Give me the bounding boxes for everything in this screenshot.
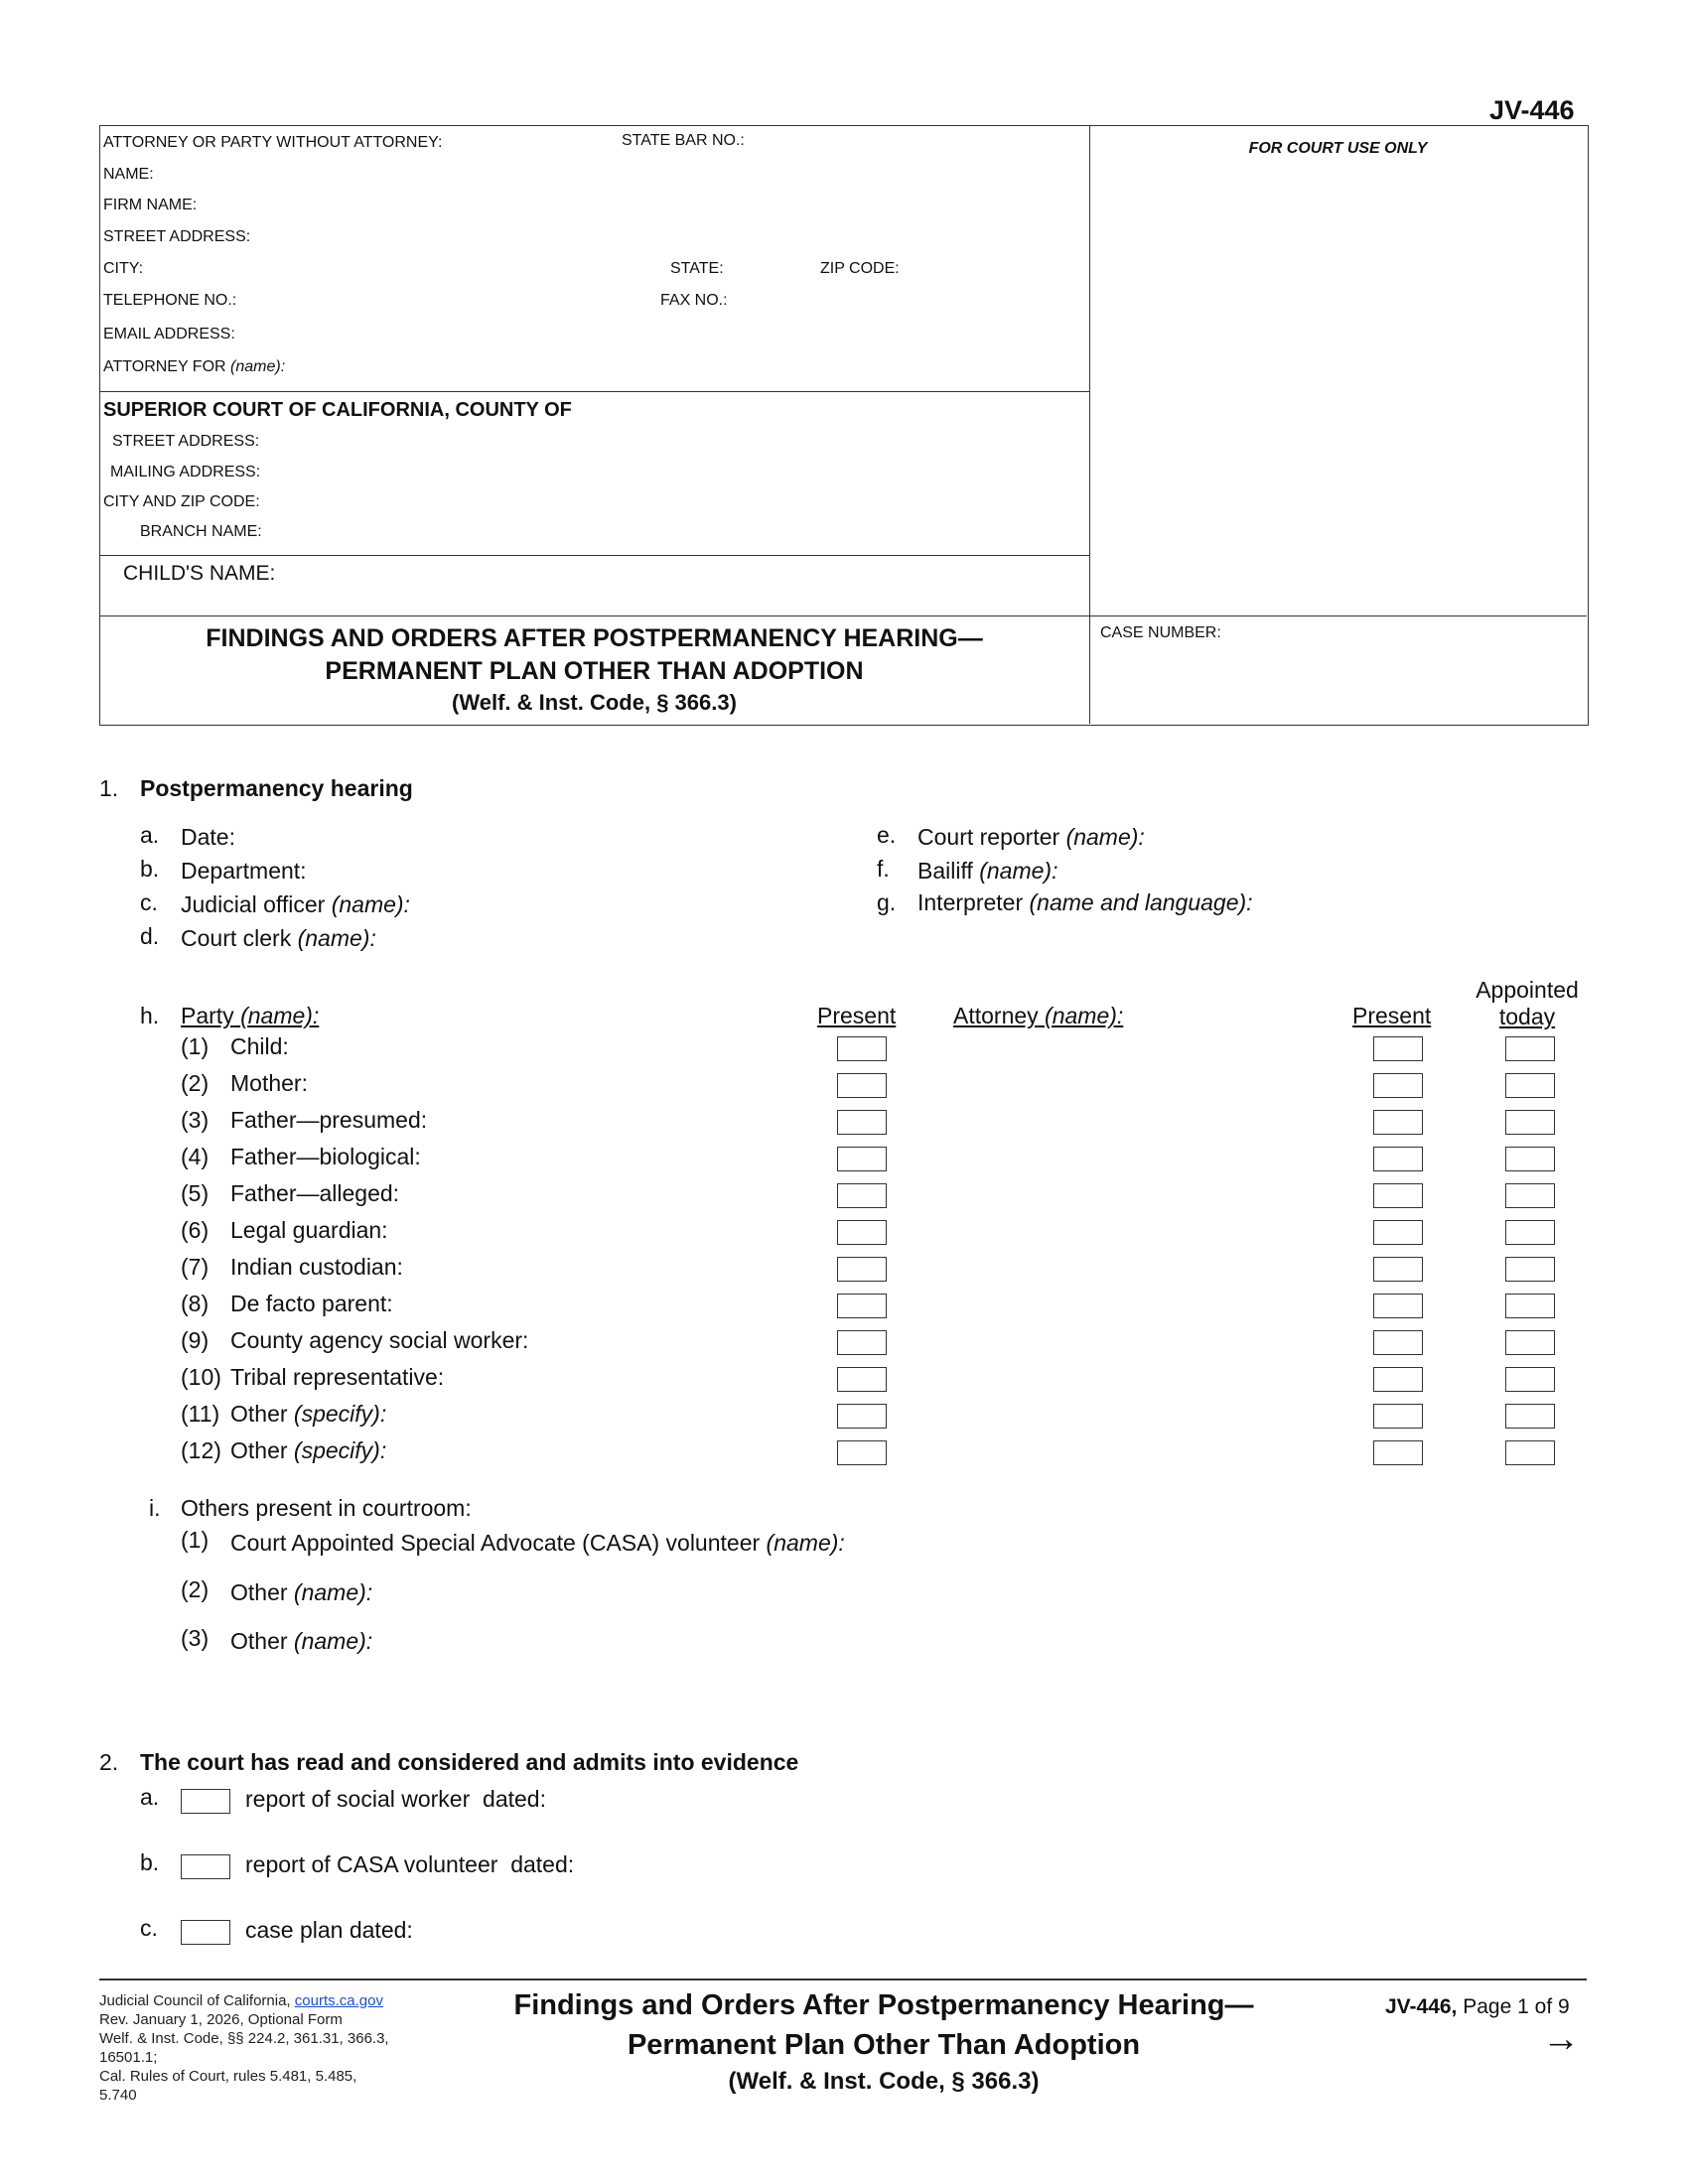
item-e-text: Court reporter (917, 824, 1060, 850)
zip-label: ZIP CODE: (820, 260, 900, 277)
party-row-label (230, 1070, 308, 1097)
party-row-label (230, 1144, 421, 1170)
evidence-c-checkbox[interactable] (181, 1920, 230, 1945)
item-g-text: Interpreter (917, 889, 1024, 915)
other-2-text: Other (230, 1579, 288, 1605)
present-header: Present (817, 1003, 897, 1028)
item-g-hint: (name and language): (1029, 889, 1253, 915)
item-c-label (181, 891, 410, 918)
attorney-header-hint: (name): (1045, 1003, 1124, 1028)
other-1-hint: (name): (766, 1530, 845, 1556)
other-3-hint: (name): (293, 1628, 373, 1654)
party-row-hint: (specify): (293, 1437, 387, 1463)
attorney-present-checkbox[interactable] (1373, 1440, 1423, 1465)
party-present-checkbox[interactable] (837, 1110, 887, 1135)
item-e-hint: (name): (1065, 824, 1145, 850)
party-row-text: Legal guardian: (230, 1217, 388, 1243)
party-header-text: Party (181, 1003, 234, 1028)
other-2-num: (2) (181, 1576, 210, 1602)
party-row-number: (3) (181, 1107, 210, 1133)
party-present-checkbox[interactable] (837, 1257, 887, 1282)
caption-rule (99, 391, 1089, 392)
item-e-label (917, 824, 1145, 851)
item-f-hint: (name): (979, 858, 1058, 884)
footer-council: Judicial Council of California, (99, 1992, 291, 2009)
others-title: Others present in courtroom: (181, 1495, 472, 1521)
party-present-checkbox[interactable] (837, 1440, 887, 1465)
footer-title-line2: Permanent Plan Other Than Adoption (627, 2029, 1141, 2061)
appointed-today-checkbox[interactable] (1505, 1147, 1555, 1171)
evidence-a-letter: a. (140, 1784, 160, 1810)
attorney-present-checkbox[interactable] (1373, 1036, 1423, 1061)
state-bar-label: STATE BAR NO.: (622, 132, 745, 149)
case-number-label: CASE NUMBER: (1100, 624, 1221, 641)
fax-label: FAX NO.: (660, 292, 728, 309)
caption-rule (99, 555, 1089, 556)
party-row-label (230, 1291, 393, 1317)
city-zip-label: CITY AND ZIP CODE: (103, 493, 260, 510)
party-row-number: (4) (181, 1144, 210, 1169)
party-row-number: (6) (181, 1217, 210, 1243)
item-d-letter: d. (140, 923, 160, 949)
item-f-text: Bailiff (917, 858, 973, 884)
courts-link[interactable]: courts.ca.gov (294, 1992, 383, 2009)
attorney-present-checkbox[interactable] (1373, 1147, 1423, 1171)
attorney-present-checkbox[interactable] (1373, 1257, 1423, 1282)
attorney-present-checkbox[interactable] (1373, 1110, 1423, 1135)
attorney-header (953, 1003, 1123, 1029)
party-row-label (230, 1401, 386, 1428)
attorney-for-label (103, 358, 285, 376)
form-title-line3: (Welf. & Inst. Code, § 366.3) (452, 690, 737, 715)
section2-number: 2. (99, 1749, 119, 1775)
city-label: CITY: (103, 260, 144, 277)
item-g-letter: g. (877, 889, 897, 915)
evidence-a-checkbox[interactable] (181, 1789, 230, 1814)
item-g-label (917, 889, 1253, 916)
footer-form-id: JV-446, (1385, 1995, 1458, 2018)
evidence-c-letter: c. (140, 1915, 158, 1941)
item-i-letter: i. (149, 1495, 161, 1521)
appointed-today-checkbox[interactable] (1505, 1257, 1555, 1282)
party-present-checkbox[interactable] (837, 1147, 887, 1171)
item-h-letter: h. (140, 1003, 160, 1028)
footer-rules2: 5.740 (99, 2087, 137, 2104)
form-title-line2: PERMANENT PLAN OTHER THAN ADOPTION (325, 657, 864, 685)
item-d-label (181, 925, 376, 952)
appointed-today-checkbox[interactable] (1505, 1183, 1555, 1208)
appointed-header-line1: Appointed (1476, 977, 1579, 1003)
attorney-header-text: Attorney (953, 1003, 1039, 1028)
party-row-number: (11) (181, 1401, 220, 1427)
party-row-text: County agency social worker: (230, 1327, 529, 1353)
item-c-text: Judicial officer (181, 891, 326, 917)
attorney-present-checkbox[interactable] (1373, 1220, 1423, 1245)
party-row-label (230, 1327, 528, 1354)
item-a-letter: a. (140, 822, 160, 848)
party-row-number: (1) (181, 1033, 210, 1059)
item-a-label: Date: (181, 824, 235, 850)
party-row-text: Tribal representative: (230, 1364, 445, 1390)
footer-title-line1: Findings and Orders After Postpermanency Hearing— (513, 1989, 1254, 2021)
attorney-present-checkbox[interactable] (1373, 1073, 1423, 1098)
appointed-header-line2: today (1498, 1004, 1556, 1029)
appointed-today-checkbox[interactable] (1505, 1220, 1555, 1245)
party-row-number: (12) (181, 1437, 221, 1463)
attorney-present-checkbox[interactable] (1373, 1183, 1423, 1208)
footer-code2: 16501.1; (99, 2049, 158, 2066)
party-row-label (230, 1437, 386, 1464)
attorney-present-checkbox[interactable] (1373, 1367, 1423, 1392)
party-row-number: (5) (181, 1180, 210, 1206)
party-header-hint: (name): (240, 1003, 320, 1028)
party-row-text: Indian custodian: (230, 1254, 403, 1280)
footer-rules1: Cal. Rules of Court, rules 5.481, 5.485, (99, 2068, 357, 2085)
evidence-b-letter: b. (140, 1849, 160, 1875)
other-3-label (230, 1628, 372, 1655)
court-use-label: FOR COURT USE ONLY (1248, 140, 1428, 157)
mailing-label: MAILING ADDRESS: (110, 464, 261, 480)
party-row-label (230, 1107, 427, 1134)
other-1-label (230, 1530, 845, 1557)
appointed-header (1458, 977, 1597, 1030)
item-b-label: Department: (181, 858, 307, 884)
party-present-checkbox[interactable] (837, 1404, 887, 1429)
footer-citations (99, 1991, 389, 2105)
court-title: SUPERIOR COURT OF CALIFORNIA, COUNTY OF (103, 399, 572, 421)
other-2-hint: (name): (293, 1579, 373, 1605)
party-present-checkbox[interactable] (837, 1183, 887, 1208)
party-row-text: Other (230, 1401, 288, 1427)
other-1-num: (1) (181, 1527, 210, 1553)
footer-rev: Rev. January 1, 2026, Optional Form (99, 2011, 343, 2028)
other-2-label (230, 1579, 372, 1606)
appointed-today-checkbox[interactable] (1505, 1110, 1555, 1135)
attorney-for-hint: (name): (230, 358, 286, 375)
party-present-checkbox[interactable] (837, 1294, 887, 1318)
party-row-hint: (specify): (293, 1401, 387, 1427)
party-row-text: Child: (230, 1033, 289, 1059)
attorney-present-checkbox[interactable] (1373, 1404, 1423, 1429)
item-e-letter: e. (877, 822, 897, 848)
footer-council-line (99, 1991, 389, 2010)
party-row-number: (9) (181, 1327, 210, 1353)
footer-code1: Welf. & Inst. Code, §§ 224.2, 361.31, 366.3, (99, 2030, 389, 2047)
section2-title: The court has read and considered and admits into evidence (140, 1749, 799, 1775)
street-label: STREET ADDRESS: (103, 228, 251, 245)
other-1-text: Court Appointed Special Advocate (CASA) volunteer (230, 1530, 761, 1556)
party-row-label (230, 1033, 289, 1060)
appointed-today-checkbox[interactable] (1505, 1036, 1555, 1061)
caption-rule (99, 615, 1587, 616)
party-row-number: (8) (181, 1291, 210, 1316)
attorney-present-checkbox[interactable] (1373, 1294, 1423, 1318)
party-row-label (230, 1217, 388, 1244)
party-present-checkbox[interactable] (837, 1330, 887, 1355)
appointed-today-checkbox[interactable] (1505, 1404, 1555, 1429)
party-row-text: Father—presumed: (230, 1107, 428, 1133)
party-row-text: Other (230, 1437, 288, 1463)
footer-rule (99, 1979, 1587, 1980)
party-row-text: De facto parent: (230, 1291, 393, 1316)
footer-title-line3: (Welf. & Inst. Code, § 366.3) (728, 2068, 1040, 2095)
appointed-today-checkbox[interactable] (1505, 1367, 1555, 1392)
next-page-arrow-icon[interactable]: → (1542, 2018, 1580, 2060)
other-3-text: Other (230, 1628, 288, 1654)
item-d-text: Court clerk (181, 925, 292, 951)
evidence-b-checkbox[interactable] (181, 1854, 230, 1879)
section1-number: 1. (99, 775, 119, 801)
form-title-line1: FINDINGS AND ORDERS AFTER POSTPERMANENCY HEARING— (206, 624, 983, 652)
footer-page-info (1385, 1995, 1570, 2019)
form-number: JV-446 (1489, 95, 1575, 125)
party-header (181, 1003, 319, 1029)
appointed-today-checkbox[interactable] (1505, 1073, 1555, 1098)
present-header-2: Present (1352, 1003, 1432, 1028)
party-row-label (230, 1364, 444, 1391)
appointed-today-checkbox[interactable] (1505, 1294, 1555, 1318)
evidence-c-label: case plan dated: (245, 1917, 413, 1943)
evidence-b-label: report of CASA volunteer dated: (245, 1851, 575, 1877)
caption-divider (1089, 125, 1090, 724)
state-label: STATE: (670, 260, 724, 277)
item-d-hint: (name): (297, 925, 376, 951)
evidence-a-label: report of social worker dated: (245, 1786, 546, 1812)
party-row-text: Father—biological: (230, 1144, 421, 1169)
party-row-number: (7) (181, 1254, 210, 1280)
party-row-number: (2) (181, 1070, 210, 1096)
party-present-checkbox[interactable] (837, 1073, 887, 1098)
party-row-text: Mother: (230, 1070, 308, 1096)
item-f-letter: f. (877, 856, 890, 882)
party-row-label (230, 1180, 399, 1207)
court-street-label: STREET ADDRESS: (112, 433, 260, 450)
name-label: NAME: (103, 166, 154, 183)
party-row-text: Father—alleged: (230, 1180, 400, 1206)
party-present-checkbox[interactable] (837, 1220, 887, 1245)
attorney-label: ATTORNEY OR PARTY WITHOUT ATTORNEY: (103, 134, 443, 151)
section1-title: Postpermanency hearing (140, 775, 413, 801)
item-b-letter: b. (140, 856, 160, 882)
appointed-today-checkbox[interactable] (1505, 1330, 1555, 1355)
attorney-for-text: ATTORNEY FOR (103, 358, 226, 375)
item-c-letter: c. (140, 889, 158, 915)
child-name-label: CHILD'S NAME: (123, 562, 276, 585)
telephone-label: TELEPHONE NO.: (103, 292, 237, 309)
party-row-label (230, 1254, 403, 1281)
item-c-hint: (name): (331, 891, 410, 917)
party-present-checkbox[interactable] (837, 1367, 887, 1392)
attorney-present-checkbox[interactable] (1373, 1330, 1423, 1355)
item-f-label (917, 858, 1057, 885)
branch-label: BRANCH NAME: (140, 523, 262, 540)
footer-page: Page 1 of 9 (1463, 1995, 1570, 2018)
firm-label: FIRM NAME: (103, 197, 198, 213)
other-3-num: (3) (181, 1625, 210, 1651)
party-present-checkbox[interactable] (837, 1036, 887, 1061)
appointed-today-checkbox[interactable] (1505, 1440, 1555, 1465)
email-label: EMAIL ADDRESS: (103, 326, 235, 342)
party-row-number: (10) (181, 1364, 221, 1390)
